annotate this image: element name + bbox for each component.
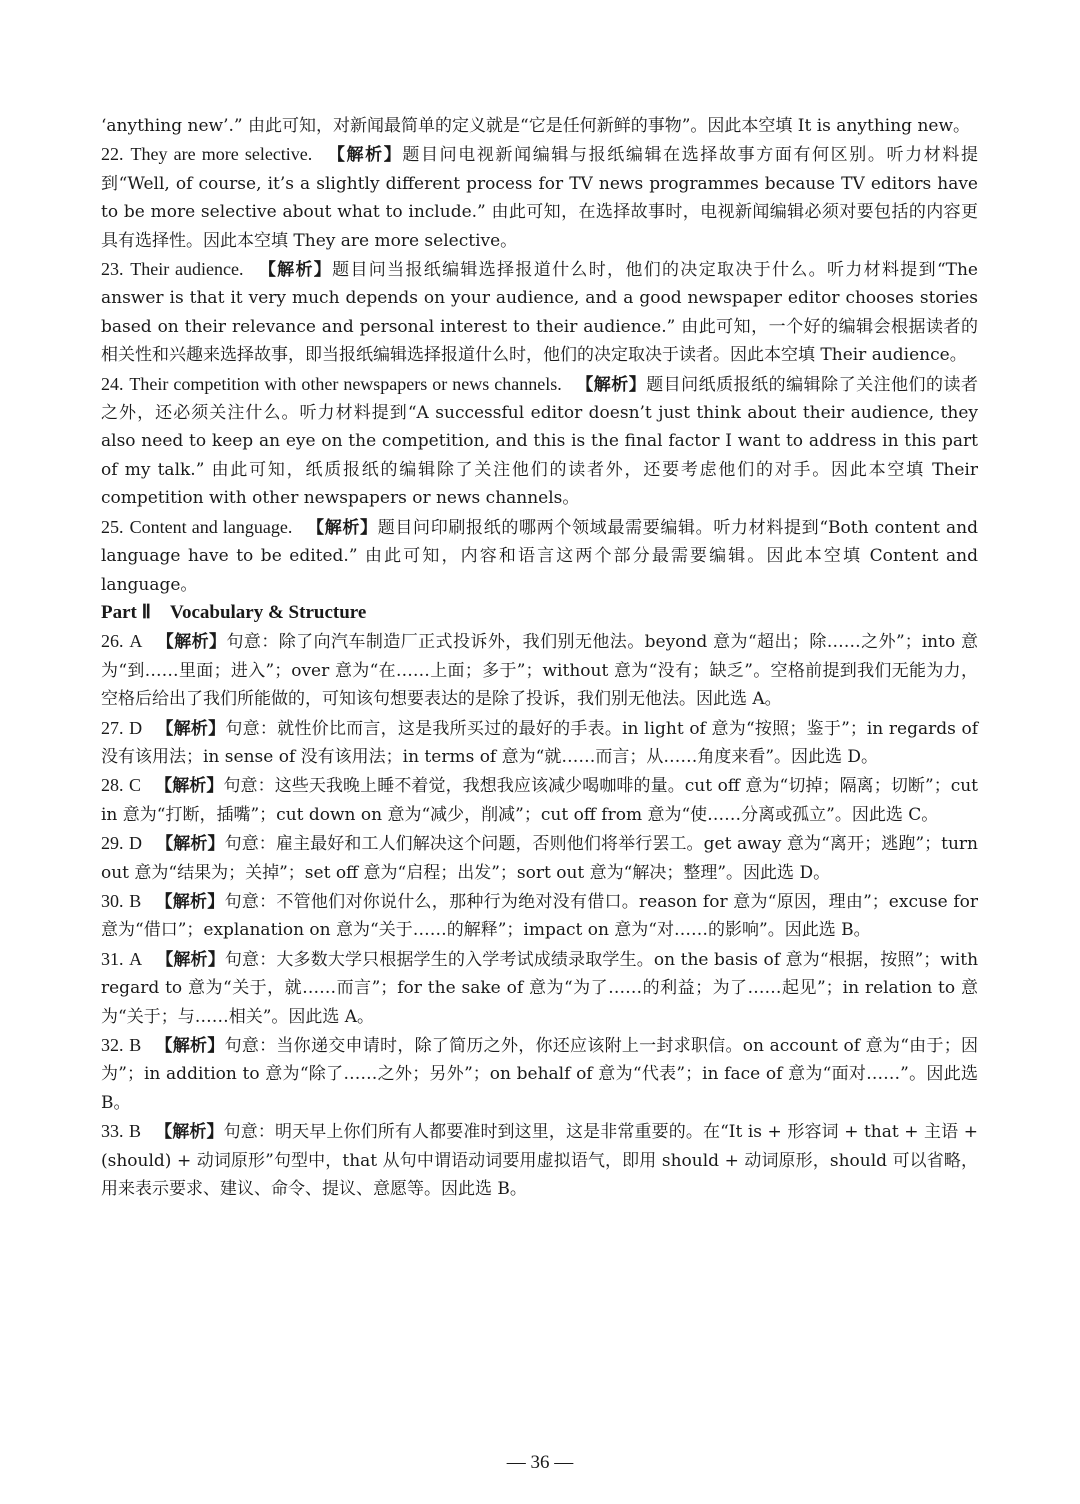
analysis-tag: 【解析】: [156, 632, 227, 653]
item-number: 24.: [101, 373, 124, 394]
answer-item-33: [101, 1117, 978, 1203]
answer-item-29: [101, 829, 978, 887]
item-answer: B: [129, 1121, 142, 1142]
item-number: 31.: [101, 948, 124, 969]
item-number: 28.: [101, 775, 124, 796]
section-heading: Part Ⅱ Vocabulary & Structure: [101, 601, 367, 623]
item-answer: Content and language.: [129, 516, 293, 537]
analysis-tag: 【解析】: [155, 1036, 225, 1056]
answer-item-25: [101, 513, 978, 599]
intro-paragraph: [101, 112, 978, 140]
intro-text: ‘anything new’.” 由此可知，对新闻最简单的定义就是“它是任何新鲜的事物”。因此本空填 It is anything new。: [101, 116, 971, 136]
item-number: 33.: [101, 1121, 124, 1142]
answer-item-31: [101, 945, 978, 1031]
analysis-tag: 【解析】: [257, 260, 333, 281]
item-answer: Their competition with other newspapers or news channels.: [129, 373, 562, 394]
item-number: 22.: [101, 144, 124, 165]
answer-item-30: [101, 887, 978, 945]
item-answer: They are more selective.: [130, 144, 313, 165]
item-answer: A: [129, 631, 143, 652]
item-answer: D: [129, 833, 143, 854]
item-explanation: 句意：雇主最好和工人们解决这个问题，否则他们将举行罢工。get away 意为“离开；逃跑”；turn out 意为“结果为；关掉”；set off 意为“启程；出发”；sort out 意为“解决；整理”。因此选 D。: [101, 834, 979, 883]
analysis-tag: 【解析】: [575, 374, 647, 395]
item-explanation: 句意：明天早上你们所有人都要准时到这里，这是非常重要的。在“It is + 形容词 + that + 主语 + (should) + 动词原形”句型中，that 从句中谓语动词要用虚拟语气，即用 should + 动词原形，should 可以省略，用来表示要求、建议、命令、提议、意愿等。因此选 B。: [101, 1122, 979, 1200]
item-number: 27.: [101, 717, 124, 738]
item-answer: Their audience.: [130, 259, 244, 280]
item-number: 23.: [101, 259, 124, 280]
analysis-tag: 【解析】: [155, 1122, 224, 1143]
item-explanation: 句意：除了向汽车制造厂正式投诉外，我们别无他法。beyond 意为“超出；除……之外”；into 意为“到……里面；进入”；over 意为“在……上面；多于”；without 意为“没有；缺乏”。空格前提到我们无能为力，空格后给出了我们所能做的，可知该句想要表达的是除了投诉，我们别无他法。因此选 A。: [101, 632, 979, 710]
item-answer: D: [129, 717, 143, 738]
item-explanation: 题目问印刷报纸的哪两个领域最需要编辑。听力材料提到“Both content and language have to be edited.” 由此可知，内容和语言这两个部分最需要编辑。因此本空填 Content and language。: [101, 517, 978, 595]
item-answer: B: [129, 1035, 142, 1055]
item-explanation: 句意：当你递交申请时，除了简历之外，你还应该附上一封求职信。on account of 意为“由于；因为”；in addition to 意为“除了……之外；另外”；on behalf of 意为“代表”；in face of 意为“面对……”。因此选 B。: [101, 1036, 979, 1113]
answer-item-28: [101, 771, 978, 829]
analysis-tag: 【解析】: [306, 517, 378, 538]
analysis-tag: 【解析】: [155, 776, 224, 797]
item-number: 25.: [101, 516, 124, 537]
item-answer: A: [129, 948, 143, 969]
answer-item-32: [101, 1031, 978, 1117]
item-explanation: 题目问当报纸编辑选择报道什么时，他们的决定取决于什么。听力材料提到“The answer is that it very much depends on your audience, and a good newspaper editor chooses stories based on their relevance and personal interest to their audience.” 由此可知，一个好的编辑会根据读者的相关性和兴趣来选择故事，即当报纸编辑选择报道什么时，他们的决定取决于读者。因此本空填 Their audience。: [101, 260, 978, 366]
answer-item-27: [101, 714, 978, 772]
item-explanation: 句意：就性价比而言，这是我所买过的最好的手表。in light of 意为“按照；鉴于”；in regards of 没有该用法；in sense of 没有该用法；in terms of 意为“就……而言；从……角度来看”。因此选 D。: [101, 718, 979, 767]
item-explanation: 句意：这些天我晚上睡不着觉，我想我应该减少喝咖啡的量。cut off 意为“切掉；隔离；切断”；cut in 意为“打断，插嘴”；cut down on 意为“减少，削减”；cut off from 意为“使……分离或孤立”。因此选 C。: [101, 776, 979, 825]
analysis-tag: 【解析】: [156, 718, 226, 739]
item-answer: B: [129, 890, 142, 911]
page-number: — 36 —: [506, 1452, 574, 1473]
analysis-tag: 【解析】: [326, 145, 403, 166]
answer-item-26: [101, 627, 978, 713]
answer-item-22: [101, 140, 978, 255]
item-explanation: 题目问电视新闻编辑与报纸编辑在选择故事方面有何区别。听力材料提到“Well, of course, it’s a slightly different process for TV news programmes because TV editors have to be more selective about what to include.” 由此可知，在选择故事时，电视新闻编辑必须对要包括的内容更具有选择性。因此本空填 They are more selective。: [101, 145, 979, 251]
item-number: 32.: [101, 1035, 124, 1055]
item-explanation: 句意：不管他们对你说什么，那种行为绝对没有借口。reason for 意为“原因，理由”；excuse for 意为“借口”；explanation on 意为“关于……的解释”；impact on 意为“对……的影响”。因此选 B。: [101, 891, 979, 941]
answer-key-page: [101, 112, 978, 1203]
answer-item-23: [101, 255, 978, 370]
item-number: 29.: [101, 833, 124, 854]
analysis-tag: 【解析】: [156, 949, 225, 970]
item-number: 26.: [101, 631, 124, 652]
item-explanation: 句意：大多数大学只根据学生的入学考试成绩录取学生。on the basis of 意为“根据，按照”；with regard to 意为“关于，就……而言”；for the sake of 意为“为了……的利益；为了……起见”；in relation to 意为“关于；与……相关”。因此选 A。: [101, 949, 979, 1027]
analysis-tag: 【解析】: [156, 834, 225, 855]
answer-item-24: [101, 370, 978, 513]
item-answer: C: [129, 775, 142, 796]
item-number: 30.: [101, 890, 124, 911]
analysis-tag: 【解析】: [155, 891, 225, 912]
item-explanation: 题目问纸质报纸的编辑除了关注他们的读者之外，还必须关注什么。听力材料提到“A successful editor doesn’t just think about their audience, they also need to keep an eye on the competition, and this is the final factor I want to address in this part of my talk.” 由此可知，纸质报纸的编辑除了关注他们的读者外，还要考虑他们的对手。因此本空填 Their competition with other newspapers or news channels。: [101, 374, 979, 509]
